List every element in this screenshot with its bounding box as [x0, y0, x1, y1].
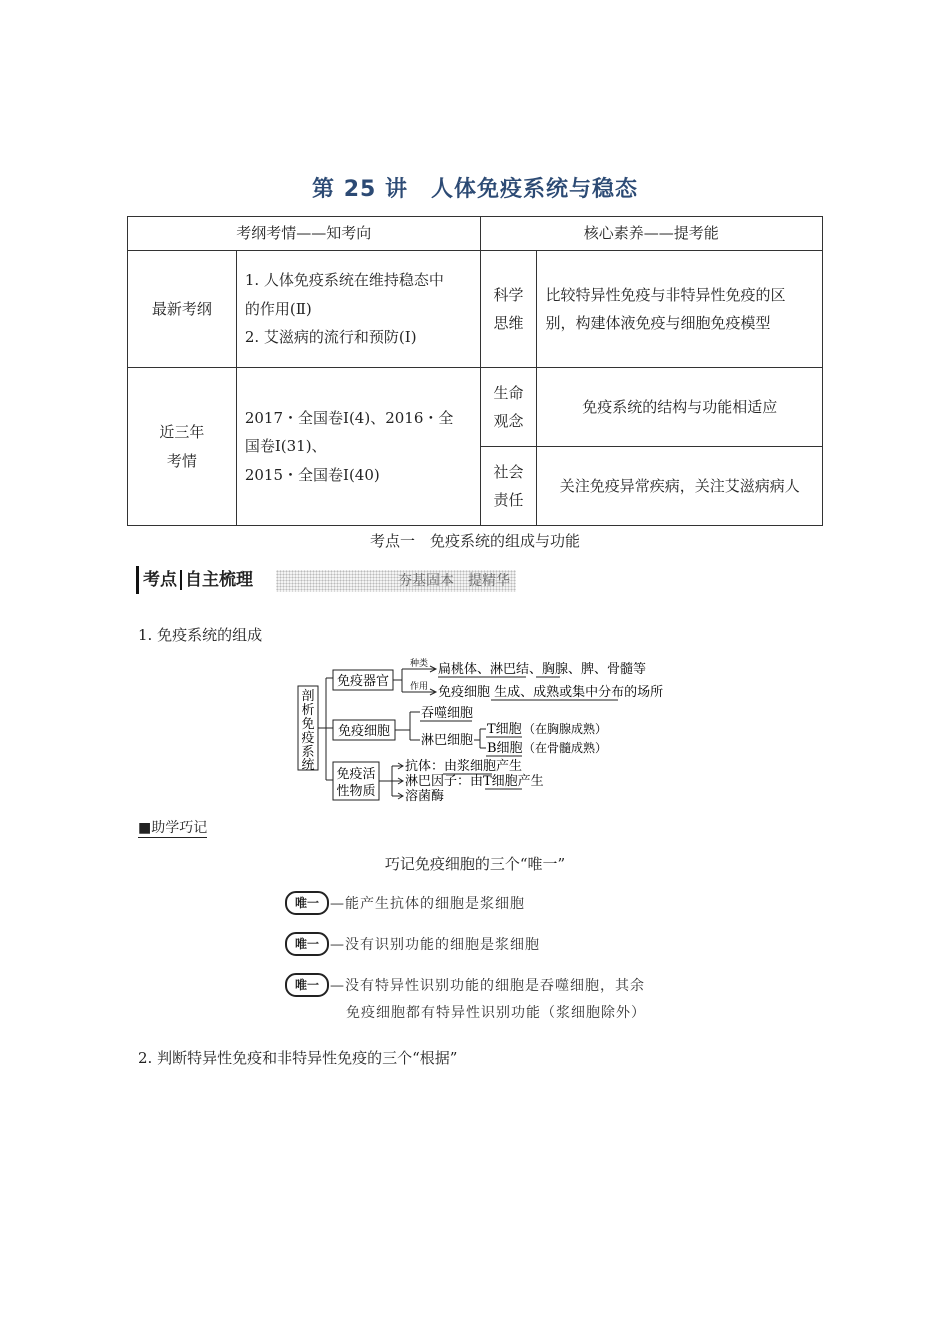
- active-label-b: 性物质: [336, 784, 376, 799]
- mnemonic-tag: 唯一: [285, 973, 329, 997]
- core-text-line: 别，构建体液免疫与细胞免疫模型: [545, 314, 771, 332]
- t-cell-note: （在胸腺成熟）: [523, 722, 608, 736]
- banner-slogan: 夯基固本 提精华: [276, 570, 516, 592]
- root-char: 疫: [301, 731, 315, 746]
- mnemonic-text: —没有特异性识别功能的细胞是吞噬细胞，其余: [330, 978, 645, 994]
- phagocyte-label: 吞噬细胞: [421, 706, 474, 721]
- root-char: 系: [301, 745, 315, 760]
- study-tip-heading: ■助学巧记: [138, 820, 208, 836]
- core-label-line: 思维: [493, 314, 524, 332]
- mnemonic-text: —没有识别功能的细胞是浆细胞: [330, 937, 540, 953]
- syllabus-content: [236, 251, 480, 368]
- banner-title-b: 自主梳理: [185, 570, 253, 590]
- immune-system-diagram: [0, 656, 950, 806]
- core-text: 免疫系统的结构与功能相适应: [537, 368, 823, 447]
- page-title: 第 25 讲 人体免疫系统与稳态: [312, 177, 638, 202]
- organ-label: 免疫器官: [336, 674, 390, 689]
- core-label-line: 社会: [493, 462, 524, 481]
- recent-label-line: 考情: [166, 451, 197, 470]
- core-label-line: 观念: [493, 412, 524, 430]
- organ-kind-tag: 种类: [410, 659, 429, 669]
- syllabus-table: [127, 216, 823, 526]
- banner-title: [136, 566, 253, 594]
- recent-line: 2017・全国卷Ⅰ(4)、2016・全: [244, 408, 454, 427]
- core-text: [537, 251, 823, 368]
- root-char: 剖: [301, 689, 315, 704]
- recent-line: 国卷Ⅰ(31)、: [244, 437, 327, 456]
- mnemonic-tag: 唯一: [285, 932, 329, 956]
- section-heading: 考点一 免疫系统的组成与功能: [369, 532, 580, 550]
- mnemonic-tag: 唯一: [285, 891, 329, 915]
- root-char: 析: [301, 703, 315, 718]
- organ-role-tag: 作用: [410, 682, 429, 692]
- antibody-label: 抗体：由浆细胞产生: [405, 759, 523, 774]
- core-label: [480, 251, 537, 368]
- lysozyme-label: 溶菌酶: [405, 789, 445, 804]
- b-cell-label: B细胞: [487, 741, 523, 756]
- syllabus-line: 2. 艾滋病的流行和预防(Ⅰ): [244, 328, 417, 347]
- core-label-line: 生命: [493, 383, 524, 402]
- core-label-line: 科学: [493, 285, 524, 304]
- lymphokine-label: 淋巴因子：由T细胞产生: [405, 774, 544, 789]
- mnemonic-title: 巧记免疫细胞的三个“唯一”: [384, 855, 566, 873]
- core-text: 关注免疫异常疾病，关注艾滋病病人: [537, 447, 823, 526]
- syllabus-line: 1. 人体免疫系统在维持稳态中: [244, 271, 444, 290]
- organ-role: 免疫细胞 生成、成熟或集中分布的场所: [438, 685, 664, 700]
- organ-kinds: 扁桃体、淋巴结、胸腺、脾、骨髓等: [438, 662, 647, 677]
- mnemonic-text: —能产生抗体的细胞是浆细胞: [330, 896, 525, 912]
- section-banner: [136, 566, 516, 594]
- mnemonic-text-continued: 免疫细胞都有特异性识别功能（浆细胞除外）: [346, 1005, 646, 1021]
- table-header-right: 核心素养——提考能: [480, 217, 823, 251]
- recent-label-line: 近三年: [159, 423, 205, 441]
- row-label-syllabus: 最新考纲: [128, 251, 237, 368]
- active-label-a: 免疫活: [336, 767, 376, 782]
- banner-title-a: 考点: [143, 570, 177, 590]
- core-label: [480, 447, 537, 526]
- recent-content: [236, 368, 480, 526]
- core-label-line: 责任: [493, 491, 524, 509]
- syllabus-line: 的作用(Ⅱ): [244, 299, 312, 318]
- core-text-line: 比较特异性免疫与非特异性免疫的区: [545, 285, 786, 304]
- banner-divider: [180, 570, 182, 590]
- lymph-label: 淋巴细胞: [421, 733, 474, 748]
- t-cell-label: T细胞: [487, 722, 522, 737]
- table-header-left: 考纲考情——知考向: [128, 217, 481, 251]
- root-char: 统: [301, 758, 315, 773]
- row-label-recent: [128, 368, 237, 526]
- root-char: 免: [301, 717, 315, 732]
- core-label: [480, 368, 537, 447]
- b-cell-note: （在骨髓成熟）: [523, 741, 608, 755]
- item-2-heading: 2. 判断特异性免疫和非特异性免疫的三个“根据”: [138, 1049, 458, 1067]
- cells-label: 免疫细胞: [337, 724, 391, 739]
- recent-line: 2015・全国卷Ⅰ(40): [244, 465, 380, 484]
- item-1-heading: 1. 免疫系统的组成: [138, 626, 263, 644]
